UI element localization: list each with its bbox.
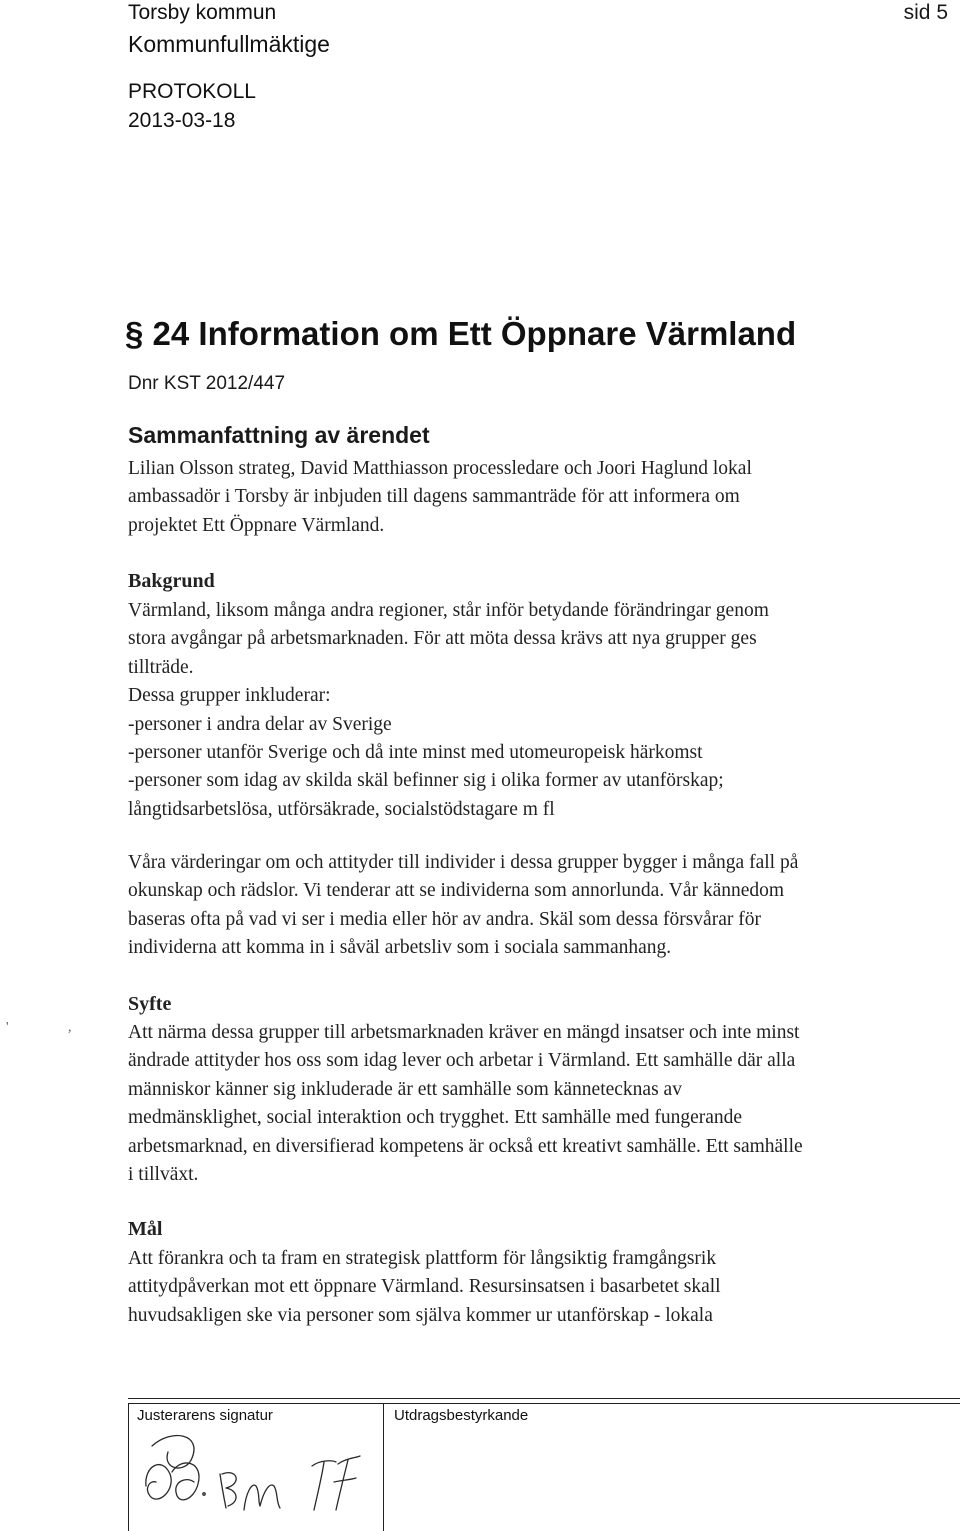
summary-heading: Sammanfattning av ärendet — [128, 422, 430, 448]
text-line: ändrade attityder hos oss som idag lever och arbetar i Värmland. Ett samhälle där alla — [128, 1050, 796, 1072]
footer-rule — [128, 1403, 960, 1404]
text-line: Lilian Olsson strateg, David Matthiasson processledare och Joori Haglund lokal — [128, 458, 752, 479]
text-line: Värmland, liksom många andra regioner, står inför betydande förändringar genom — [128, 600, 769, 621]
text-line: Att närma dessa grupper till arbetsmarknaden kräver en mängd insatser och inte minst — [128, 1022, 800, 1043]
margin-mark: ' , — [6, 1020, 100, 1035]
varderingar-paragraph — [128, 849, 928, 963]
text-line: baseras ofta på vad vi ser i media eller hör av andra. Skäl som dessa försvårar för — [128, 908, 761, 930]
footer-border-left — [128, 1403, 129, 1531]
page-number: sid 5 — [903, 1, 948, 24]
text-line: långtidsarbetslösa, utförsäkrade, socialstödstagare m fl — [128, 798, 555, 820]
text-line: stora avgångar på arbetsmarknaden. För att möta dessa krävs att nya grupper ges — [128, 628, 757, 650]
section-title: § 24 Information om Ett Öppnare Värmland — [125, 315, 797, 352]
text-line: individerna att komma in i såväl arbetsliv som i sociala sammanhang. — [128, 937, 672, 959]
handwritten-signature — [142, 1426, 392, 1526]
signature-footer — [128, 1398, 960, 1531]
text-line: tillträde. — [128, 656, 194, 678]
text-line: Att förankra och ta fram en strategisk plattform för långsiktig framgångsrik — [128, 1248, 717, 1269]
case-number: Dnr KST 2012/447 — [128, 373, 286, 394]
document-type: PROTOKOLL — [128, 80, 256, 103]
text-line: människor känner sig inkluderade är ett samhälle som kännetecknas av — [128, 1078, 682, 1100]
meeting-date: 2013-03-18 — [128, 109, 236, 132]
footer-rule-top — [128, 1398, 960, 1399]
text-line: -personer i andra delar av Sverige — [128, 713, 392, 735]
organization-name: Torsby kommun — [128, 1, 277, 24]
text-line: Dessa grupper inkluderar: — [128, 685, 331, 707]
bakgrund-paragraph — [128, 597, 928, 824]
text-line: -personer som idag av skilda skäl befinner sig i olika former av utanförskap; — [128, 770, 724, 792]
text-line: i tillväxt. — [128, 1164, 199, 1186]
text-line: okunskap och rädslor. Vi tenderar att se individerna som annorlunda. Vår kännedom — [128, 880, 785, 902]
text-line: attitydpåverkan mot ett öppnare Värmland. Resursinsatsen i basarbetet skall — [128, 1276, 721, 1298]
certification-label: Utdragsbestyrkande — [394, 1407, 529, 1424]
signature-label: Justerarens signatur — [137, 1407, 273, 1424]
mal-heading: Mål — [128, 1218, 163, 1240]
text-line: medmänsklighet, social interaktion och trygghet. Ett samhälle med fungerande — [128, 1107, 743, 1129]
text-line: huvudsakligen ske via personer som själva kommer ur utanförskap - lokala — [128, 1304, 713, 1326]
text-line: Våra värderingar om och attityder till individer i dessa grupper bygger i många fall på — [128, 852, 799, 873]
text-line: projektet Ett Öppnare Värmland. — [128, 514, 385, 536]
bakgrund-heading: Bakgrund — [128, 570, 215, 592]
text-line: arbetsmarknad, en diversifierad kompetens är också ett kreativt samhälle. Ett samhälle — [128, 1135, 803, 1157]
summary-paragraph — [128, 455, 928, 540]
council-name: Kommunfullmäktige — [128, 31, 330, 57]
syfte-paragraph — [128, 1019, 928, 1189]
text-line: ambassadör i Torsby är inbjuden till dagens sammanträde för att informera om — [128, 486, 740, 508]
text-line: -personer utanför Sverige och då inte minst med utomeuropeisk härkomst — [128, 742, 703, 764]
syfte-heading: Syfte — [128, 993, 172, 1015]
mal-paragraph — [128, 1245, 928, 1330]
